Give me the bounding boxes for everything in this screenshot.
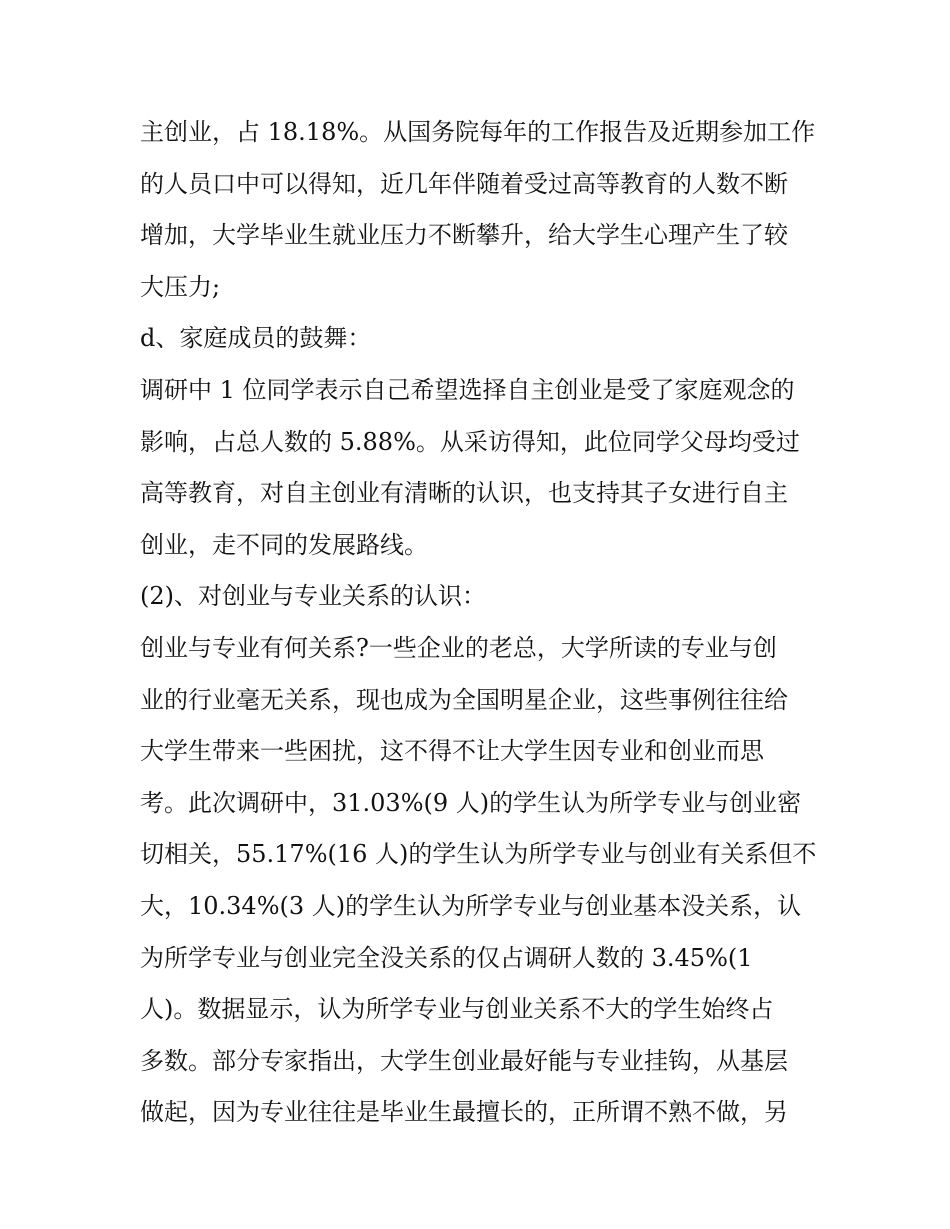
text-line: 增加，大学毕业生就业压力不断攀升，给大学生心理产生了较	[140, 221, 788, 250]
text-line: 高等教育，对自主创业有清晰的认识，也支持其子女进行自主	[140, 479, 788, 508]
text-line: 大学生带来一些困扰，这不得不让大学生因专业和创业而思	[140, 737, 764, 766]
text-line: 创业与专业有何关系?一些企业的老总，大学所读的专业与创	[140, 633, 777, 662]
text-line: 人)。数据显示，认为所学专业与创业关系不大的学生始终占	[140, 995, 774, 1024]
text-line: 切相关，55.17%(16 人)的学生认为所学专业与创业有关系但不	[140, 840, 817, 869]
text-line: 的人员口中可以得知，近几年伴随着受过高等教育的人数不断	[140, 169, 788, 198]
section-heading-2: (2)、对创业与专业关系的认识：	[140, 582, 486, 611]
text-line: 业的行业毫无关系，现也成为全国明星企业，这些事例往往给	[140, 685, 788, 714]
text-line: 为所学专业与创业完全没关系的仅占调研人数的 3.45%(1	[140, 943, 753, 972]
text-line: 影响，占总人数的 5.88%。从采访得知，此位同学父母均受过	[140, 427, 800, 456]
text-line: 考。此次调研中，31.03%(9 人)的学生认为所学专业与创业密	[140, 788, 802, 817]
text-line: 创业，走不同的发展路线。	[140, 530, 428, 559]
text-line: 大，10.34%(3 人)的学生认为所学专业与创业基本没关系，认	[140, 891, 802, 920]
text-line: 做起，因为专业往往是毕业生最擅长的，正所谓不熟不做，另	[140, 1098, 788, 1127]
text-line: 主创业，占 18.18%。从国务院每年的工作报告及近期参加工作	[140, 118, 816, 146]
body-text	[140, 107, 820, 1139]
text-line: 多数。部分专家指出，大学生创业最好能与专业挂钩，从基层	[140, 1046, 788, 1075]
text-line: 调研中 1 位同学表示自己希望选择自主创业是受了家庭观念的	[140, 375, 795, 404]
text-line: 大压力;	[140, 272, 221, 301]
section-heading-d: d、家庭成员的鼓舞：	[140, 324, 372, 353]
